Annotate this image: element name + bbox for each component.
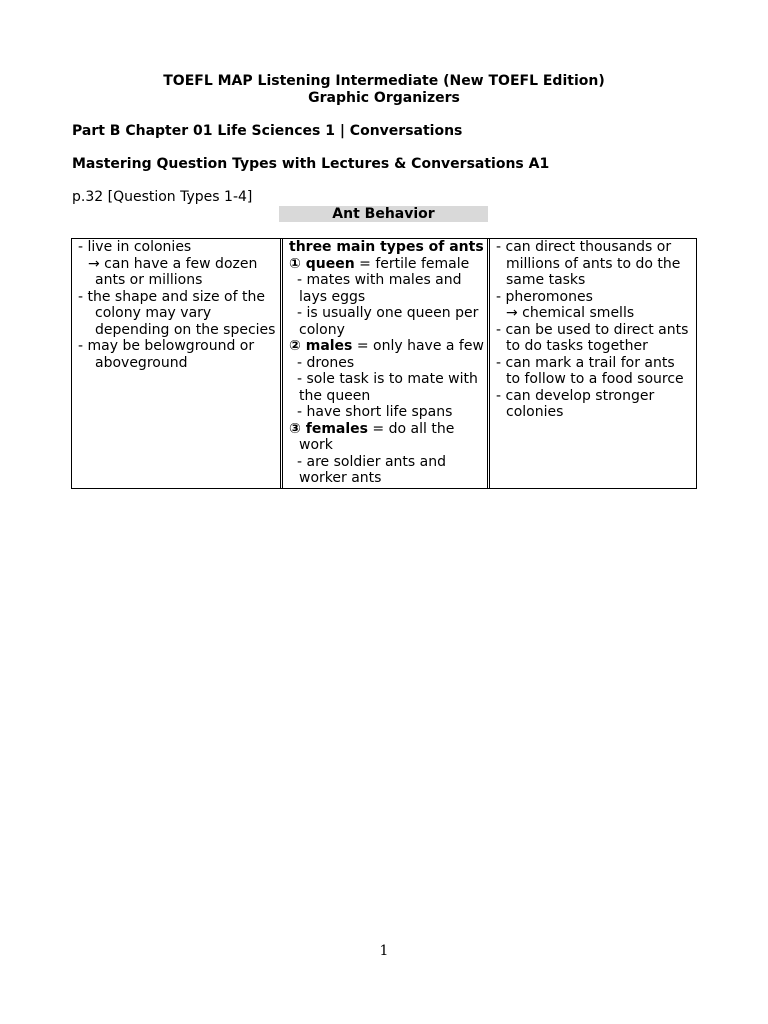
females-line — [289, 421, 483, 438]
section-heading: Mastering Question Types with Lectures & Conversations A1 — [72, 156, 550, 172]
pheromone-line: to follow to a food source — [506, 371, 684, 387]
colony-line: - live in colonies — [78, 239, 192, 255]
males-text: = only have a few — [352, 338, 484, 354]
pheromones-column — [490, 239, 696, 488]
pheromone-line: → chemical smells — [506, 305, 635, 321]
colony-line: - may be belowground or — [78, 338, 255, 354]
queen-item: lays eggs — [299, 288, 366, 305]
page-reference: p.32 [Question Types 1-4] — [72, 189, 253, 205]
males-line — [289, 338, 483, 355]
pheromone-line: same tasks — [506, 272, 586, 288]
table-caption: Ant Behavior — [279, 206, 488, 222]
males-item: - drones — [297, 354, 355, 371]
document-title: TOEFL MAP Listening Intermediate (New TOEFL Edition) — [163, 73, 605, 89]
pheromone-line: - can be used to direct ants — [496, 321, 689, 338]
pheromone-line: to do tasks together — [506, 338, 648, 354]
females-item: worker ants — [299, 470, 382, 486]
pheromone-line: colonies — [506, 404, 564, 420]
queen-line — [289, 256, 483, 273]
colony-line: depending on the species — [95, 321, 276, 338]
queen-text: = fertile female — [354, 255, 470, 272]
males-item: - have short life spans — [297, 404, 453, 420]
colony-line: ants or millions — [95, 272, 203, 288]
pheromone-line: - pheromones — [496, 288, 593, 305]
females-item: work — [299, 437, 333, 453]
document-subtitle: Graphic Organizers — [308, 90, 460, 106]
page-number: 1 — [379, 943, 389, 959]
males-label: ② males — [289, 338, 353, 354]
males-item: the queen — [299, 387, 371, 404]
pheromone-line: - can direct thousands or — [496, 239, 672, 255]
ant-types-heading: three main types of ants — [289, 239, 484, 255]
queen-item: colony — [299, 321, 345, 338]
organizer-table — [71, 238, 697, 489]
colony-column — [72, 239, 280, 488]
females-text: = do all the — [367, 420, 455, 437]
part-heading: Part B Chapter 01 Life Sciences 1 | Conversations — [72, 123, 463, 139]
queen-item: - is usually one queen per — [297, 305, 479, 321]
pheromone-line: - can develop stronger — [496, 387, 655, 404]
colony-line: → can have a few dozen — [88, 255, 258, 272]
colony-line: colony may vary — [95, 305, 212, 321]
colony-line: - the shape and size of the — [78, 288, 265, 305]
females-item: - are soldier ants and — [297, 453, 446, 470]
pheromone-line: millions of ants to do the — [506, 255, 681, 272]
males-item: - sole task is to mate with — [297, 371, 478, 387]
queen-item: - mates with males and — [297, 272, 462, 288]
females-label: ③ females — [289, 420, 368, 437]
colony-line: aboveground — [95, 354, 188, 371]
ant-types-column — [280, 239, 490, 488]
pheromone-line: - can mark a trail for ants — [496, 354, 675, 371]
queen-label: ① queen — [289, 255, 355, 272]
